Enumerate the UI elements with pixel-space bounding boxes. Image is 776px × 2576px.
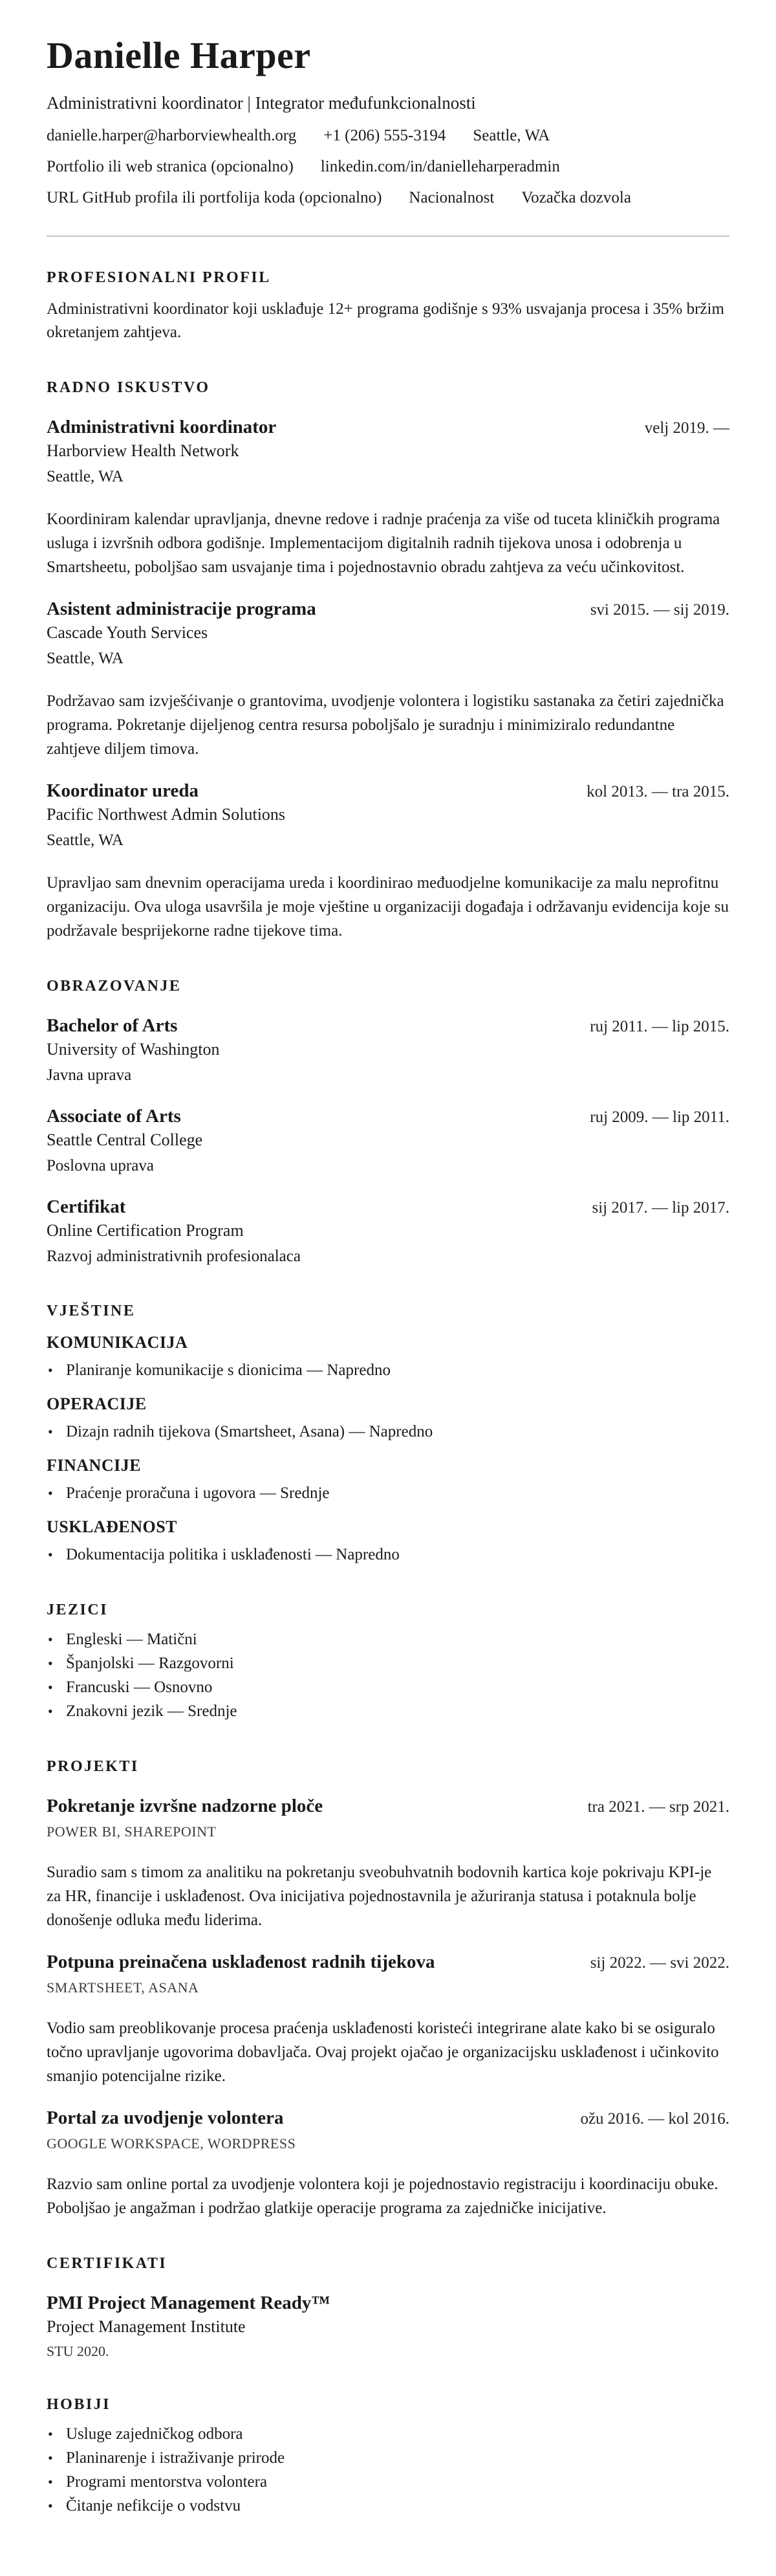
job-title: Koordinator ureda	[47, 780, 199, 801]
hobby-item: • Čitanje nefikcije o vodstvu	[47, 2494, 729, 2518]
job-title: Administrativni koordinator	[47, 417, 277, 437]
skill-group-title: KOMUNIKACIJA	[47, 1333, 188, 1352]
job-dates: kol 2013. — tra 2015.	[587, 783, 729, 800]
skill-group	[47, 1394, 729, 1444]
project-entry	[47, 1950, 729, 2088]
education-dates: ruj 2009. — lip 2011.	[590, 1108, 729, 1126]
nationality-text: Nacionalnost	[409, 189, 495, 206]
email-text: danielle.harper@harborviewhealth.org	[47, 127, 297, 144]
project-tools: GOOGLE WORKSPACE, WORDPRESS	[47, 2135, 296, 2152]
person-name: Danielle Harper	[47, 34, 311, 76]
projects-section-title: PROJEKTI	[47, 1758, 139, 1775]
contact-block	[47, 126, 729, 208]
education-dates: sij 2017. — lip 2017.	[592, 1199, 729, 1216]
project-dates: tra 2021. — srp 2021.	[587, 1798, 729, 1816]
phone-text: +1 (206) 555-3194	[323, 127, 446, 144]
field-of-study: Javna uprava	[47, 1066, 132, 1084]
skills-section-title: VJEŠTINE	[47, 1303, 136, 1319]
job-company: Pacific Northwest Admin Solutions	[47, 805, 286, 824]
project-description: Suradio sam s timom za analitiku na pokretanju sveobuhvatnih bodovnih kartica koje pokrivaju KPI-je za HR, financije i usklađenost. Ova inicijativa pojednostavnila je ažuriranja statusa i potaknula bolje donošenje odluka među liderima.	[47, 1864, 712, 1929]
section-projects	[47, 1757, 729, 2220]
contact-row-1	[47, 126, 729, 146]
education-entry	[47, 1014, 729, 1086]
skill-item: • Planiranje komunikacije s dionicima — Napredno	[47, 1358, 729, 1382]
skill-group-title: FINANCIJE	[47, 1456, 142, 1475]
project-entry	[47, 2106, 729, 2220]
education-section-title: OBRAZOVANJE	[47, 978, 182, 995]
certification-date: STU 2020.	[47, 2343, 109, 2359]
project-tools: SMARTSHEET, ASANA	[47, 1979, 199, 1996]
job-location: Seattle, WA	[47, 650, 124, 667]
skill-group	[47, 1517, 729, 1567]
job-description: Upravljao sam dnevnim operacijama ureda i koordinirao međuodjelne komunikacije za malu neprofitnu organizaciju. Ova uloga usavršila je moje vještine u organizaciji događaja i održavanju evidencija koje su podržavale besprijekorne radne tijekove tima.	[47, 874, 729, 940]
experience-section-title: RADNO ISKUSTVO	[47, 379, 210, 396]
language-item: • Znakovni jezik — Srednje	[47, 1699, 729, 1723]
section-languages	[47, 1600, 729, 1723]
degree-title: Associate of Arts	[47, 1106, 181, 1127]
certification-name: PMI Project Management Ready™	[47, 2293, 330, 2313]
job-company: Cascade Youth Services	[47, 623, 208, 642]
project-tools: POWER BI, SHAREPOINT	[47, 1823, 217, 1840]
github-text: URL GitHub profila ili portfolija koda (opcionalno)	[47, 189, 382, 206]
skill-group	[47, 1332, 729, 1382]
job-description: Podržavao sam izvješćivanje o grantovima, uvodjenje volontera i logistiku sastanaka za četiri zajednička programa. Pokretanje dijeljenog centra resursa poboljšalo je suradnju i minimiziralo redundantne zahtjeve diljem timova.	[47, 692, 724, 758]
languages-section-title: JEZICI	[47, 1602, 109, 1618]
job-entry	[47, 597, 729, 761]
project-dates: ožu 2016. — kol 2016.	[580, 2110, 729, 2128]
hobby-item: • Programi mentorstva volontera	[47, 2470, 729, 2494]
job-dates: velj 2019. —	[644, 419, 729, 437]
school-name: Online Certification Program	[47, 1221, 244, 1240]
job-title: Asistent administracije programa	[47, 599, 316, 619]
person-headline: Administrativni koordinator | Integrator međufunkcionalnosti	[47, 93, 476, 113]
education-dates: ruj 2011. — lip 2015.	[590, 1018, 729, 1035]
language-item: • Engleski — Matični	[47, 1627, 729, 1651]
skill-group	[47, 1455, 729, 1505]
profile-summary: Administrativni koordinator koji usklađuje 12+ programa godišnje s 93% usvajanja procesa i 35% bržim okretanjem zahtjeva.	[47, 300, 724, 341]
job-location: Seattle, WA	[47, 831, 124, 849]
certification-entry	[47, 2291, 729, 2361]
resume-header	[47, 35, 729, 208]
header-divider	[47, 236, 729, 237]
job-company: Harborview Health Network	[47, 441, 239, 460]
skill-item: • Dokumentacija politika i usklađenosti — Napredno	[47, 1543, 729, 1567]
section-certifications	[47, 2254, 729, 2361]
hobby-item: • Usluge zajedničkog odbora	[47, 2422, 729, 2446]
degree-title: Bachelor of Arts	[47, 1015, 178, 1036]
linkedin-text: linkedin.com/in/danielleharperadmin	[320, 158, 560, 175]
location-text: Seattle, WA	[473, 127, 550, 144]
section-hobbies	[47, 2395, 729, 2518]
education-entry	[47, 1105, 729, 1177]
field-of-study: Razvoj administrativnih profesionalaca	[47, 1248, 301, 1265]
skill-item: • Praćenje proračuna i ugovora — Srednje	[47, 1481, 729, 1505]
project-title: Potpuna preinačena usklađenost radnih tijekova	[47, 1952, 435, 1972]
section-education	[47, 976, 729, 1268]
degree-title: Certifikat	[47, 1196, 126, 1217]
project-entry	[47, 1794, 729, 1932]
project-description: Vodio sam preoblikovanje procesa praćenja usklađenosti koristeći integrirane alate kako bi se osiguralo točno upravljanje ugovorima dobavljača. Ovaj projekt ojačao je organizacijsku usklađenost i učinkovito smanjio potencijalne rizike.	[47, 2020, 719, 2085]
project-description: Razvio sam online portal za uvodjenje volontera koji je pojednostavio registraciju i koordinaciju obuke. Poboljšao je angažman i podržao glatkije operacije programa za zajedničke inicijative.	[47, 2175, 718, 2217]
section-profile	[47, 268, 729, 344]
certifications-section-title: CERTIFIKATI	[47, 2255, 167, 2272]
hobby-item: • Planinarenje i istraživanje prirode	[47, 2446, 729, 2470]
contact-row-2	[47, 157, 729, 177]
school-name: University of Washington	[47, 1040, 220, 1059]
drivers-license-text: Vozačka dozvola	[521, 189, 631, 206]
contact-row-3	[47, 188, 729, 208]
language-item: • Španjolski — Razgovorni	[47, 1651, 729, 1675]
job-dates: svi 2015. — sij 2019.	[590, 601, 729, 619]
job-entry	[47, 415, 729, 579]
skill-group-title: OPERACIJE	[47, 1394, 147, 1413]
section-experience	[47, 378, 729, 943]
portfolio-text: Portfolio ili web stranica (opcionalno)	[47, 158, 294, 175]
field-of-study: Poslovna uprava	[47, 1157, 154, 1174]
skill-group-title: USKLAĐENOST	[47, 1517, 177, 1536]
job-location: Seattle, WA	[47, 468, 124, 485]
profile-section-title: PROFESIONALNI PROFIL	[47, 269, 271, 286]
project-title: Portal za uvodjenje volontera	[47, 2108, 284, 2128]
skill-item: • Dizajn radnih tijekova (Smartsheet, Asana) — Napredno	[47, 1420, 729, 1444]
hobbies-section-title: HOBIJI	[47, 2396, 111, 2413]
language-item: • Francuski — Osnovno	[47, 1675, 729, 1699]
project-title: Pokretanje izvršne nadzorne ploče	[47, 1796, 323, 1816]
job-description: Koordiniram kalendar upravljanja, dnevne redove i radnje praćenja za više od tuceta kliničkih programa usluga i izvršnih odbora godišnje. Implementacijom digitalnih radnih tijekova unosa i odobrenja u Smartsheetu, poboljšao sam usvajanje tima i pojednostavnio obradu zahtjeva za veću učinkovitost.	[47, 511, 720, 576]
section-skills	[47, 1301, 729, 1567]
job-entry	[47, 779, 729, 943]
project-dates: sij 2022. — svi 2022.	[590, 1954, 729, 1972]
school-name: Seattle Central College	[47, 1130, 203, 1149]
education-entry	[47, 1195, 729, 1268]
certification-issuer: Project Management Institute	[47, 2317, 246, 2336]
